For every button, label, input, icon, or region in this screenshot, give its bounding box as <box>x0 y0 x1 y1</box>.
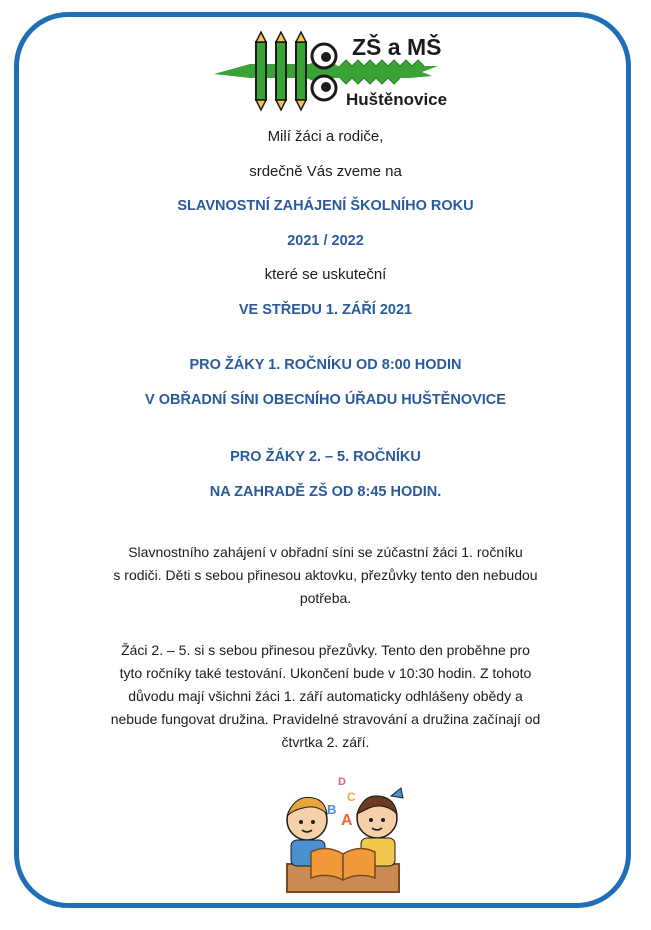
letter-b: B <box>327 802 337 817</box>
paragraph-line: Slavnostního zahájení v obřadní síni se zúčastní žáci 1. ročníku <box>128 544 523 560</box>
logo-school-name: ZŠ a MŠ <box>352 34 442 60</box>
paragraph-line: tyto ročníky také testování. Ukončení bude v 10:30 hodin. Z tohoto <box>119 665 532 681</box>
other-grades: PRO ŽÁKY 2. – 5. ROČNÍKU <box>230 449 421 465</box>
invite-line: srdečně Vás zveme na <box>249 163 402 180</box>
greeting: Milí žáci a rodiče, <box>267 128 384 145</box>
paragraph-line: s rodiči. Děti s sebou přinesou aktovku, přezůvky tento den nebudou <box>113 567 538 583</box>
paragraph-line: čtvrtka 2. září. <box>281 734 370 750</box>
first-grade-time: PRO ŽÁKY 1. ROČNÍKU OD 8:00 HODIN <box>189 357 462 373</box>
logo-town-name: Huštěnovice <box>346 90 448 109</box>
letter-d: D <box>338 776 346 788</box>
paragraph-line: potřeba. <box>299 590 352 606</box>
paragraph-line: nebude fungovat družina. Pravidelné stravování a družina začínají od <box>110 711 541 727</box>
paragraph-line: Žáci 2. – 5. si s sebou přinesou přezůvky. Tento den proběhne pro <box>121 642 530 658</box>
other-grades-place: NA ZAHRADĚ ZŠ OD 8:45 HODIN. <box>209 484 442 500</box>
first-grade-place: V OBŘADNÍ SÍNI OBECNÍHO ÚŘADU HUŠTĚNOVICE <box>145 392 506 408</box>
school-year: 2021 / 2022 <box>287 233 364 249</box>
will-take-place-line: které se uskuteční <box>264 266 387 283</box>
letter-a: A <box>341 812 353 829</box>
event-date: VE STŘEDU 1. ZÁŘÍ 2021 <box>238 302 413 318</box>
paragraph-first-grade <box>60 541 591 610</box>
children-reading-illustration <box>265 768 415 896</box>
paragraph-other-grades <box>60 639 591 754</box>
letter-c: C <box>347 790 356 804</box>
school-logo <box>210 30 448 112</box>
event-title: SLAVNOSTNÍ ZAHÁJENÍ ŠKOLNÍHO ROKU <box>177 198 474 214</box>
paragraph-line: důvodu mají všichni žáci 1. září automaticky odhlášeny obědy a <box>128 688 523 704</box>
